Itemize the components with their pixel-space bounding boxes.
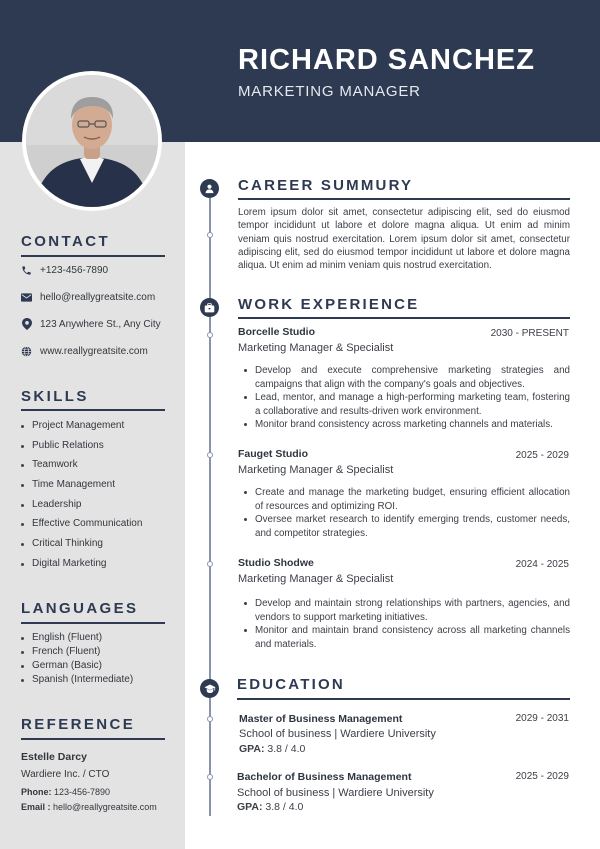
languages-list: [21, 632, 133, 688]
job-title: Marketing Manager & Specialist: [238, 573, 394, 585]
career-summary-divider: [238, 198, 570, 200]
contact-website: [21, 343, 148, 359]
globe-icon: [21, 346, 32, 357]
timeline-dot: [207, 716, 213, 722]
job-dates: 2025 - 2029: [515, 450, 569, 461]
job-bullet: Develop and maintain strong relationships with partners, agencies, and vendors to support marketing initiatives.: [242, 597, 570, 624]
timeline-line: [209, 198, 211, 816]
job-bullets: [242, 364, 570, 432]
job-dates: 2024 - 2025: [515, 559, 569, 570]
reference-phone-value: 123-456-7890: [54, 787, 111, 797]
career-summary-text: Lorem ipsum dolor sit amet, consectetur adipiscing elit, sed do eiusmod tempor incididunt ut labore et dolore magna aliqua. Ut enim ad minim veniam quis nostrud exercitation. Lorem ipsum dolor sit amet, consectetur adipiscing elit, sed do eiusmod tempor incididunt ut labore et dolore magna aliqua. Ut enim ad minim veniam quis nostrud exercitation.: [238, 207, 570, 272]
job-bullet: Oversee market research to identify emerging trends, customer needs, and competitor strategies.: [242, 513, 570, 540]
education-dates: 2025 - 2029: [515, 771, 569, 782]
job-bullet: Develop and execute comprehensive marketing strategies and campaigns that align with the company's goals and objectives.: [242, 364, 570, 391]
timeline-dot: [207, 332, 213, 338]
skill-item: Critical Thinking: [21, 538, 142, 558]
job-title: Marketing Manager & Specialist: [238, 342, 394, 354]
career-summary-heading: CAREER SUMMURY: [238, 177, 414, 194]
job-company: Studio Shodwe: [238, 557, 314, 569]
education-degree: Master of Business Management: [239, 713, 403, 725]
languages-heading: LANGUAGES: [21, 600, 139, 617]
timeline-dot: [207, 561, 213, 567]
person-portrait-icon: [26, 75, 158, 207]
skill-item: Public Relations: [21, 440, 142, 460]
skills-list: [21, 420, 142, 578]
contact-address: [21, 316, 161, 332]
contact-email-text: hello@reallygreatsite.com: [40, 291, 156, 303]
reference-phone-label: Phone:: [21, 787, 52, 797]
education-gpa-value: 3.8 / 4.0: [265, 801, 304, 813]
education-gpa: [237, 801, 303, 813]
education-heading: EDUCATION: [237, 676, 345, 693]
skill-item: Leadership: [21, 499, 142, 519]
contact-heading: CONTACT: [21, 233, 111, 250]
job-bullets: [242, 486, 570, 540]
skill-item: Time Management: [21, 479, 142, 499]
reference-divider: [21, 738, 165, 740]
work-experience-heading: WORK EXPERIENCE: [238, 296, 420, 313]
contact-divider: [21, 255, 165, 257]
timeline-dot: [207, 774, 213, 780]
job-bullet: Monitor and maintain brand consistency across all marketing channels and materials.: [242, 624, 570, 651]
job-dates: 2030 - PRESENT: [490, 328, 569, 339]
reference-email: [21, 802, 157, 812]
reference-company: Wardiere Inc. / CTO: [21, 769, 110, 780]
job-company: Fauget Studio: [238, 448, 308, 460]
reference-name: Estelle Darcy: [21, 751, 87, 763]
reference-heading: REFERENCE: [21, 716, 136, 733]
education-dates: 2029 - 2031: [515, 713, 569, 724]
skills-heading: SKILLS: [21, 388, 89, 405]
contact-phone: [21, 262, 108, 278]
timeline-dot: [207, 452, 213, 458]
job-company: Borcelle Studio: [238, 326, 316, 338]
email-icon: [21, 292, 32, 303]
languages-divider: [21, 622, 165, 624]
phone-icon: [21, 265, 32, 276]
education-degree: Bachelor of Business Management: [237, 771, 412, 783]
education-school: School of business | Wardiere University: [237, 787, 434, 799]
timeline-dot: [207, 232, 213, 238]
contact-phone-text: +123-456-7890: [40, 264, 109, 276]
graduation-cap-icon: [200, 679, 219, 698]
education-gpa-value: 3.8 / 4.0: [267, 743, 306, 755]
location-pin-icon: [21, 319, 32, 330]
job-bullet: Monitor brand consistency across marketing channels and materials.: [242, 418, 570, 432]
person-role: MARKETING MANAGER: [238, 83, 421, 100]
education-gpa: [239, 743, 305, 755]
job-bullet: Create and manage the marketing budget, ensuring efficient allocation of resources and optimizing ROI.: [242, 486, 570, 513]
education-gpa-label: GPA:: [239, 743, 265, 755]
language-item: French (Fluent): [21, 646, 133, 660]
skills-divider: [21, 409, 165, 411]
education-gpa-label: GPA:: [237, 801, 263, 813]
profile-photo: [22, 71, 162, 211]
job-title: Marketing Manager & Specialist: [238, 464, 394, 476]
education-school: School of business | Wardiere University: [239, 728, 436, 740]
skill-item: Effective Communication: [21, 518, 142, 538]
reference-email-value: hello@reallygreatsite.com: [53, 802, 157, 812]
contact-website-text: www.reallygreatsite.com: [40, 345, 148, 357]
reference-phone: [21, 787, 110, 797]
language-item: Spanish (Intermediate): [21, 674, 133, 688]
job-bullet: Lead, mentor, and manage a high-performing marketing team, fostering a collaborative and results-driven work environment.: [242, 391, 570, 418]
job-bullets: [242, 597, 570, 651]
skill-item: Digital Marketing: [21, 558, 142, 578]
person-name: RICHARD SANCHEZ: [238, 44, 535, 76]
work-experience-divider: [238, 317, 570, 319]
user-icon: [200, 179, 219, 198]
reference-email-label: Email :: [21, 802, 51, 812]
language-item: German (Basic): [21, 660, 133, 674]
skill-item: Project Management: [21, 420, 142, 440]
briefcase-icon: [200, 298, 219, 317]
contact-address-text: 123 Anywhere St., Any City: [40, 318, 161, 330]
education-divider: [237, 698, 570, 700]
skill-item: Teamwork: [21, 459, 142, 479]
contact-email: [21, 289, 155, 305]
language-item: English (Fluent): [21, 632, 133, 646]
